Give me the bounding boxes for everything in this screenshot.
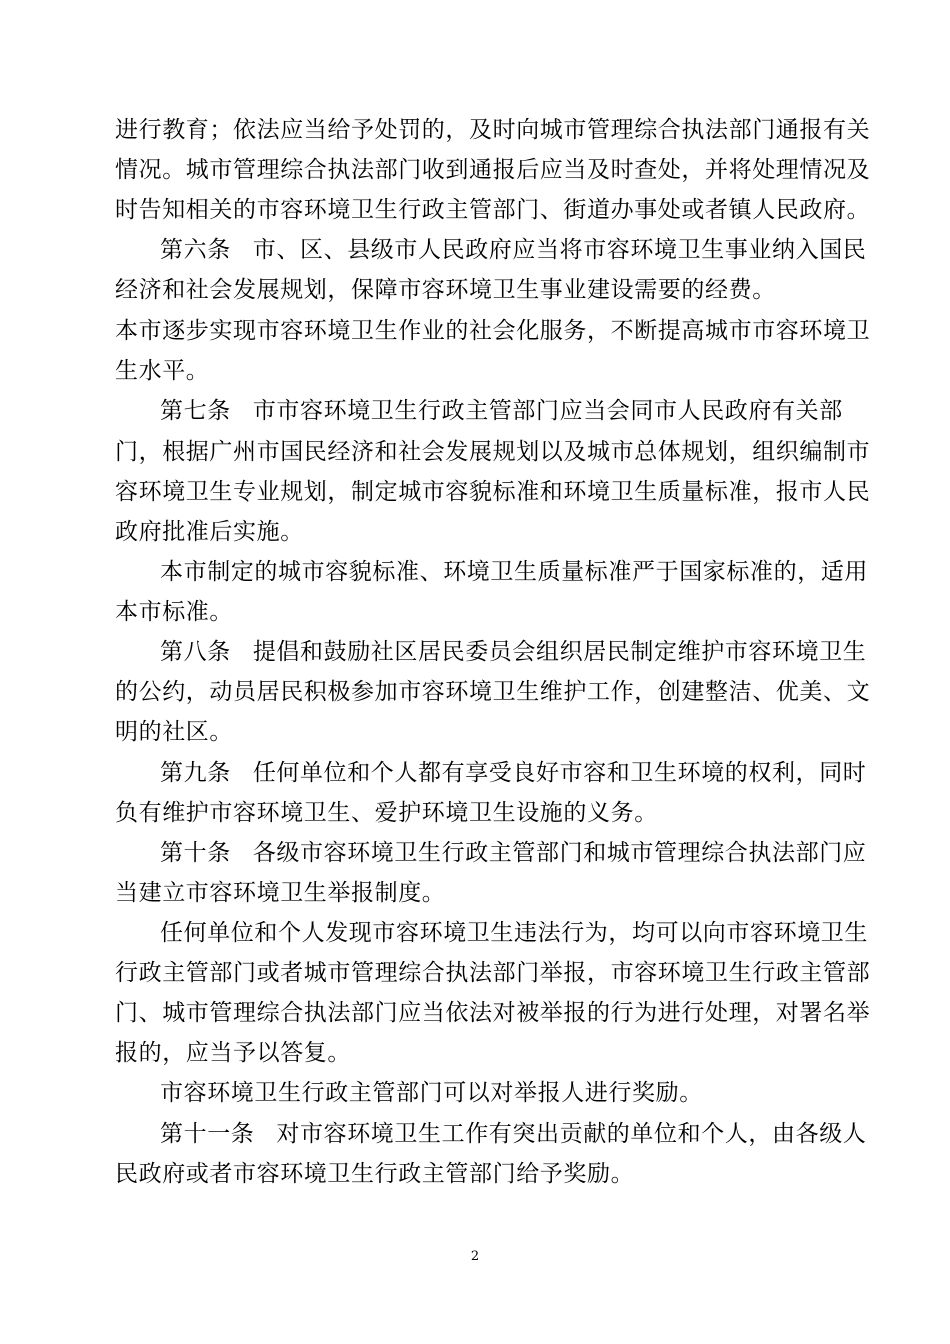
text-line: 本市逐步实现市容环境卫生作业的社会化服务，不断提高城市市容环境卫 (115, 318, 871, 344)
text-line: 政府批准后实施。 (115, 519, 304, 545)
article-7-line (160, 396, 843, 426)
article-heading: 第七条 (160, 398, 231, 424)
text-line: 的公约，动员居民积极参加市容环境卫生维护工作，创建整洁、优美、文 (115, 679, 871, 705)
text-line: 进行教育；依法应当给予处罚的，及时向城市管理综合执法部门通报有关 (115, 117, 871, 143)
text-line: 容环境卫生专业规划，制定城市容貌标准和环境卫生质量标准，报市人民 (115, 479, 871, 505)
article-8-line (160, 637, 866, 667)
text-line: 情况。城市管理综合执法部门收到通报后应当及时查处，并将处理情况及 (115, 157, 871, 183)
text-line: 民政府或者市容环境卫生行政主管部门给予奖励。 (115, 1161, 635, 1187)
text-line: 负有维护市容环境卫生、爱护环境卫生设施的义务。 (115, 800, 658, 826)
page-number: 2 (470, 1249, 480, 1264)
text-line: 经济和社会发展规划，保障市容环境卫生事业建设需要的经费。 (115, 277, 776, 303)
text-line: 时告知相关的市容环境卫生行政主管部门、街道办事处或者镇人民政府。 (115, 197, 871, 223)
paragraph-first-line: 任何单位和个人发现市容环境卫生违法行为，均可以向市容环境卫生 (160, 920, 868, 946)
article-text: 市、区、县级市人民政府应当将市容环境卫生事业纳入国民 (252, 237, 867, 263)
text-line: 生水平。 (115, 358, 210, 384)
text-line: 当建立市容环境卫生举报制度。 (115, 880, 446, 906)
text-line: 门，根据广州市国民经济和社会发展规划以及城市总体规划，组织编制市 (115, 439, 871, 465)
article-heading: 第十条 (160, 840, 231, 866)
paragraph-first-line: 本市制定的城市容貌标准、环境卫生质量标准严于国家标准的，适用 (160, 559, 868, 585)
article-11-line (160, 1119, 866, 1149)
article-text: 各级市容环境卫生行政主管部门和城市管理综合执法部门应 (252, 840, 867, 866)
article-text: 市市容环境卫生行政主管部门应当会同市人民政府有关部 (252, 398, 843, 424)
article-heading: 第十一条 (160, 1121, 255, 1147)
article-heading: 第九条 (160, 760, 231, 786)
article-10-line (160, 838, 866, 868)
article-text: 提倡和鼓励社区居民委员会组织居民制定维护市容环境卫生 (252, 639, 867, 665)
text-line: 报的，应当予以答复。 (115, 1040, 351, 1066)
article-text: 任何单位和个人都有享受良好市容和卫生环境的权利，同时 (252, 760, 867, 786)
article-heading: 第八条 (160, 639, 231, 665)
text-line: 行政主管部门或者城市管理综合执法部门举报，市容环境卫生行政主管部 (115, 960, 871, 986)
text-line: 本市标准。 (115, 599, 233, 625)
paragraph-first-line: 市容环境卫生行政主管部门可以对举报人进行奖励。 (160, 1080, 703, 1106)
article-6-line (160, 235, 866, 265)
article-9-line (160, 758, 866, 788)
article-text: 对市容环境卫生工作有突出贡献的单位和个人，由各级人 (276, 1121, 867, 1147)
text-line: 明的社区。 (115, 719, 233, 745)
article-heading: 第六条 (160, 237, 231, 263)
text-line: 门、城市管理综合执法部门应当依法对被举报的行为进行处理，对署名举 (115, 1000, 871, 1026)
